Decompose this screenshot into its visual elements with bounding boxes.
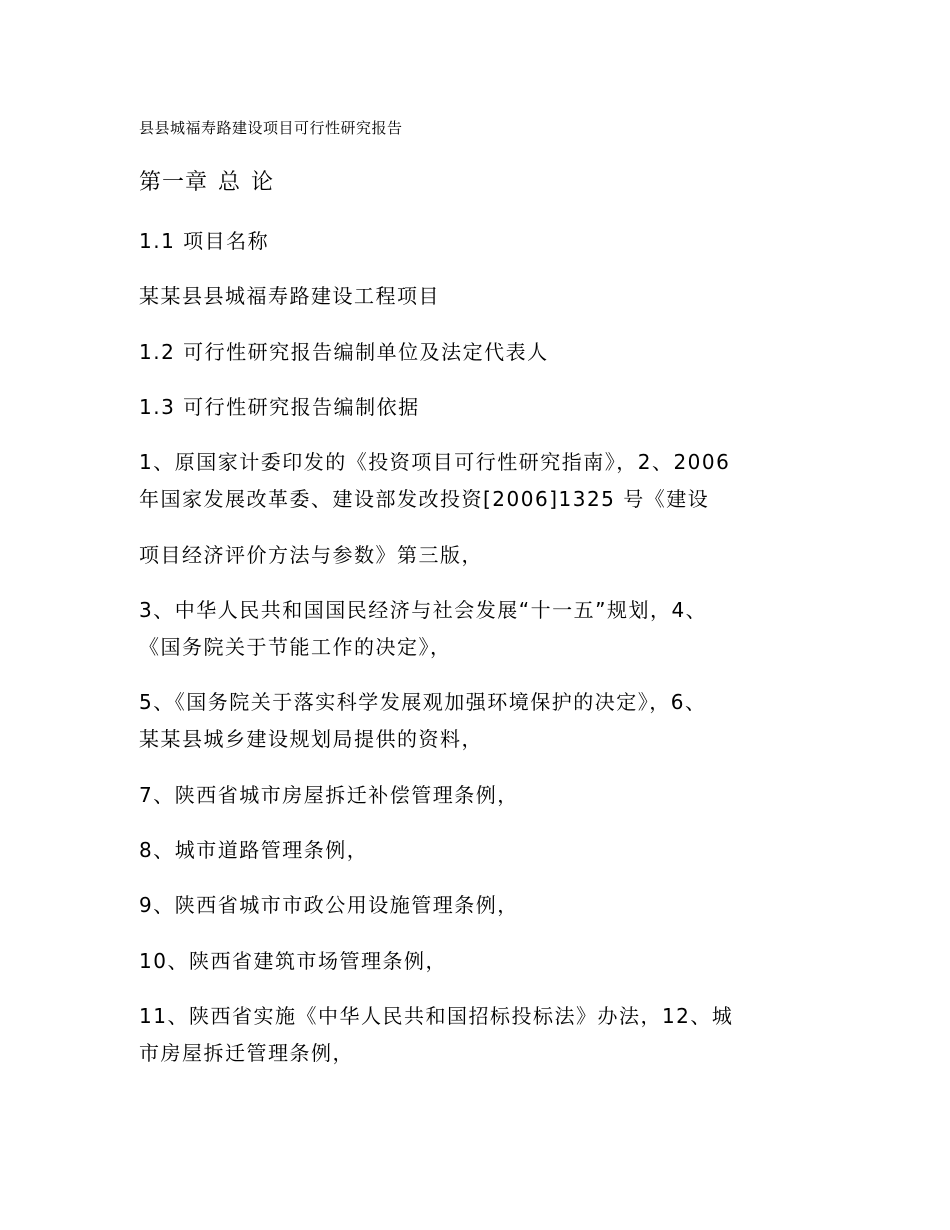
basis-line: 年国家发展改革委、建设部发改投资[2006]1325 号《建设 <box>139 487 710 511</box>
basis-line: 3、中华人民共和国国民经济与社会发展“十一五”规划，4、 <box>139 598 708 622</box>
chapter-word-1: 总 <box>218 170 242 195</box>
basis-line: 1、原国家计委印发的《投资项目可行性研究指南》，2、2006 <box>139 450 731 474</box>
basis-line: 市房屋拆迁管理条例， <box>139 1041 354 1065</box>
section-heading-1-1: 1.1 项目名称 <box>139 229 270 253</box>
section-heading-1-2: 1.2 可行性研究报告编制单位及法定代表人 <box>139 340 549 364</box>
chapter-title <box>139 172 274 194</box>
chapter-word-2: 论 <box>251 170 275 195</box>
basis-line: 项目经济评价方法与参数》第三版， <box>139 543 483 567</box>
basis-line: 10、陕西省建筑市场管理条例， <box>139 949 447 973</box>
basis-line: 5、《国务院关于落实科学发展观加强环境保护的决定》，6、 <box>139 690 707 714</box>
section-heading-1-3: 1.3 可行性研究报告编制依据 <box>139 395 420 419</box>
basis-line: 11、陕西省实施《中华人民共和国招标投标法》办法，12、城 <box>139 1004 734 1028</box>
document-header: 县县城福寿路建设项目可行性研究报告 <box>139 119 403 137</box>
basis-line: 9、陕西省城市市政公用设施管理条例， <box>139 893 519 917</box>
basis-line: 某某县城乡建设规划局提供的资料， <box>139 727 483 751</box>
basis-line: 8、城市道路管理条例， <box>139 838 369 862</box>
chapter-number: 第一章 <box>139 170 209 195</box>
basis-line: 《国务院关于节能工作的决定》， <box>139 635 452 659</box>
project-name-text: 某某县县城福寿路建设工程项目 <box>139 284 440 308</box>
basis-line: 7、陕西省城市房屋拆迁补偿管理条例， <box>139 783 519 807</box>
